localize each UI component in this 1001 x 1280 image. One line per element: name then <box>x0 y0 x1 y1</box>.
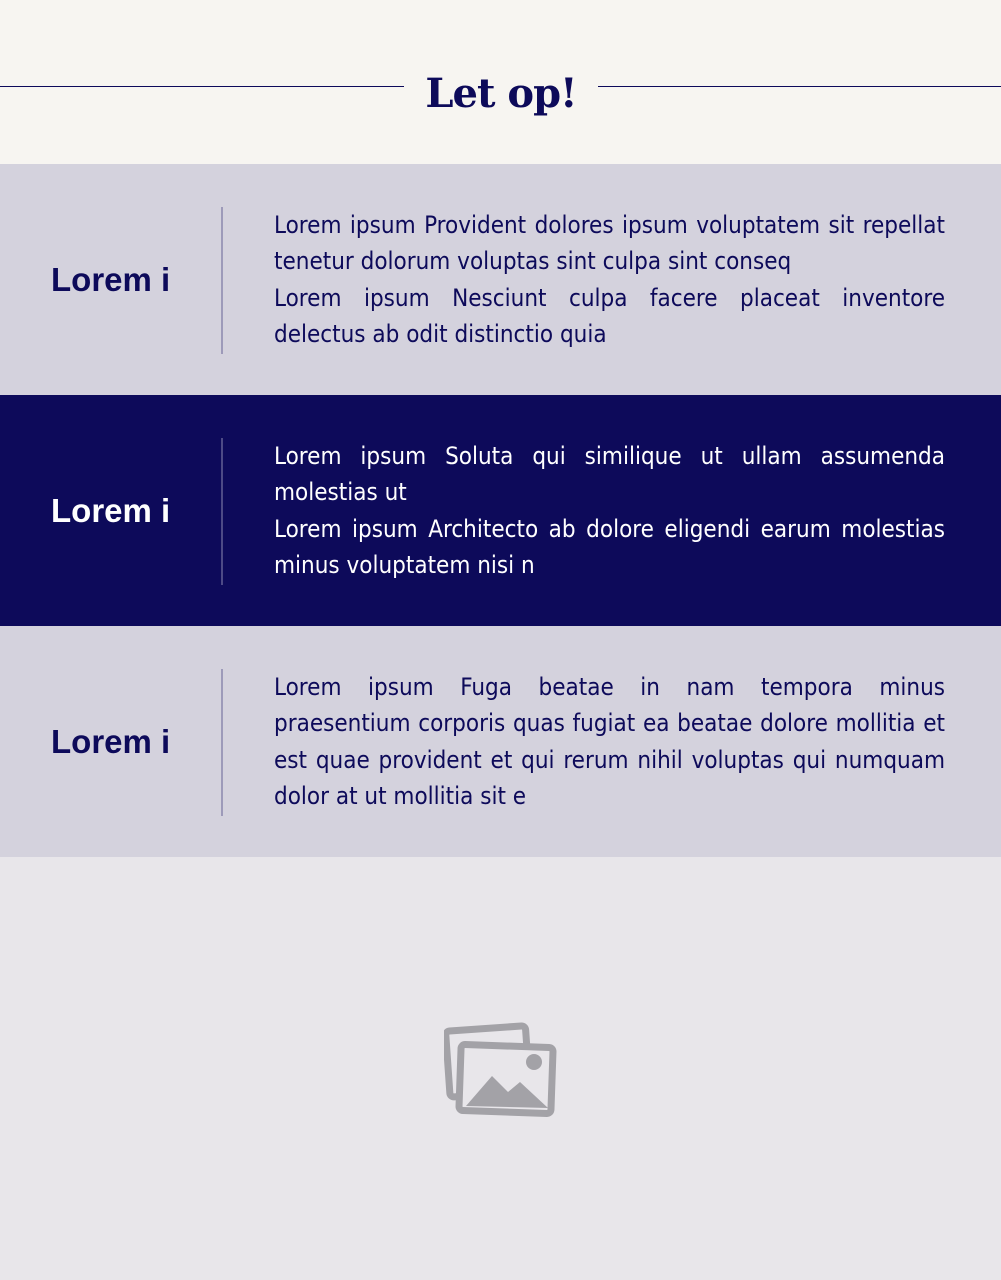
row-divider <box>221 207 223 354</box>
row-divider <box>221 669 223 816</box>
row-text <box>274 669 945 815</box>
header-rule-right <box>598 86 1001 87</box>
page-title: Let op! <box>425 70 577 117</box>
header <box>0 0 1001 164</box>
row-paragraph: Lorem ipsum Nesciunt culpa facere placeat inventore delectus ab odit distinctio quia <box>274 283 945 349</box>
info-row-1 <box>0 164 1001 395</box>
image-placeholder-icon <box>444 1020 558 1118</box>
row-paragraph: Lorem ipsum Fuga beatae in nam tempora minus praesentium corporis quas fugiat ea beatae dolore mollitia et est quae provident et qui rerum nihil voluptas qui numquam dolor at ut mollitia sit e <box>274 673 945 811</box>
row-label: Lorem i <box>51 722 171 760</box>
row-label: Lorem i <box>51 260 171 298</box>
image-placeholder <box>0 857 1001 1280</box>
row-label: Lorem i <box>51 491 171 529</box>
row-paragraph: Lorem ipsum Architecto ab dolore eligendi earum molestias minus voluptatem nisi n <box>274 514 945 580</box>
info-row-2 <box>0 395 1001 626</box>
row-divider <box>221 438 223 585</box>
row-text <box>274 207 945 353</box>
row-paragraph: Lorem ipsum Soluta qui similique ut ullam assumenda molestias ut <box>274 442 945 507</box>
row-text <box>274 438 945 584</box>
header-rule-left <box>0 86 404 87</box>
info-row-3 <box>0 626 1001 857</box>
row-paragraph: Lorem ipsum Provident dolores ipsum voluptatem sit repellat tenetur dolorum voluptas sint culpa sint conseq <box>274 211 945 276</box>
